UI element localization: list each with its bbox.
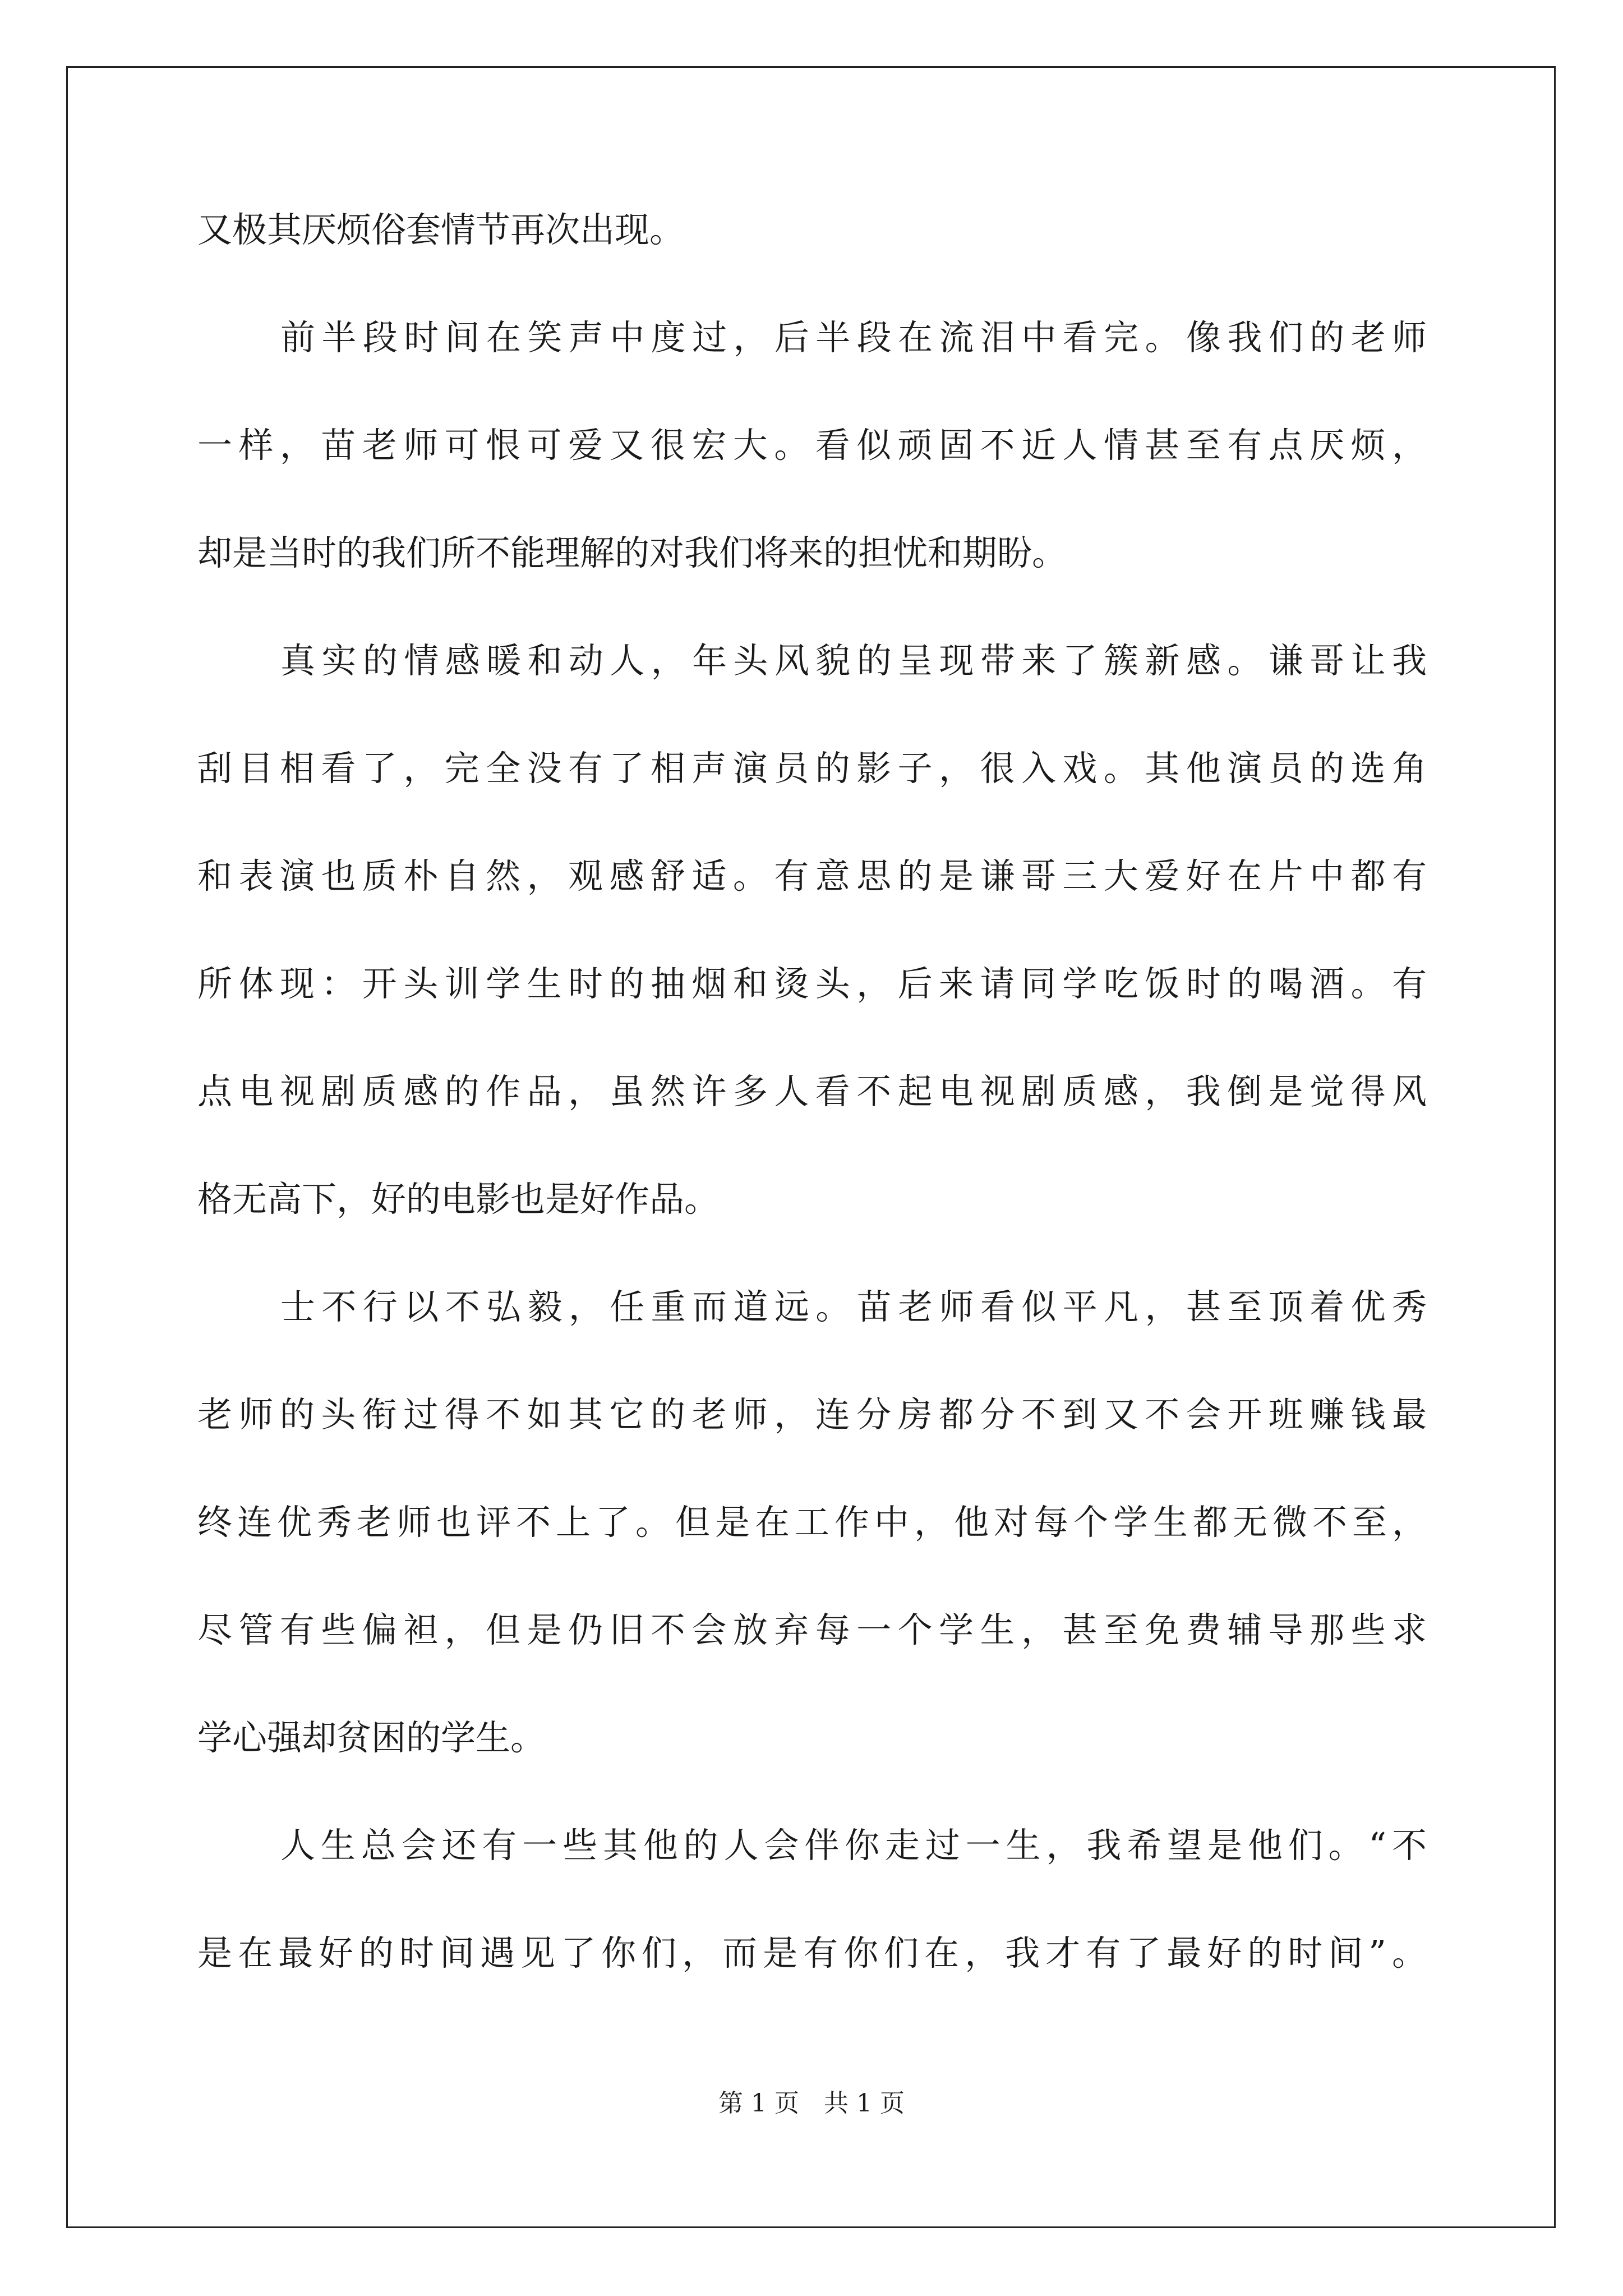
paragraph-first-line: 真实的情感暖和动人，年头风貌的呈现带来了簇新感。谦哥让我: [280, 640, 1427, 681]
text-line: 是在最好的时间遇见了你们，而是有你们在，我才有了最好的时间”。: [197, 1932, 1427, 1973]
paragraph-first-line: 前半段时间在笑声中度过，后半段在流泪中看完。像我们的老师: [280, 317, 1427, 358]
text-line: 学心强却贫困的学生。: [197, 1717, 546, 1758]
text-line: 却是当时的我们所不能理解的对我们将来的担忧和期盼。: [197, 532, 1067, 573]
text-line: 刮目相看了，完全没有了相声演员的影子，很入戏。其他演员的选角: [197, 748, 1427, 789]
paragraph-first-line: 人生总会还有一些其他的人会伴你走过一生，我希望是他们。“不: [280, 1825, 1427, 1866]
text-line: 尽管有些偏袒，但是仍旧不会放弃每一个学生，甚至免费辅导那些求: [197, 1609, 1427, 1650]
text-line: 所体现：开头训学生时的抽烟和烫头，后来请同学吃饭时的喝酒。有: [197, 963, 1427, 1004]
paragraph-first-line: 士不行以不弘毅，任重而道远。苗老师看似平凡，甚至顶着优秀: [280, 1286, 1427, 1327]
text-line: 点电视剧质感的作品，虽然许多人看不起电视剧质感，我倒是觉得风: [197, 1071, 1427, 1112]
text-line: 老师的头衔过得不如其它的老师，连分房都分不到又不会开班赚钱最: [197, 1394, 1427, 1435]
page-footer: [0, 2087, 1623, 2120]
page-number: 第 1 页 共 1 页: [718, 2089, 905, 2118]
text-line: 和表演也质朴自然，观感舒适。有意思的是谦哥三大爱好在片中都有: [197, 855, 1427, 896]
page-border: [66, 66, 1556, 2228]
text-line: 又极其厌烦俗套情节再次出现。: [197, 209, 685, 250]
text-line: 格无高下，好的电影也是好作品。: [197, 1179, 720, 1220]
text-line: 终连优秀老师也评不上了。但是在工作中，他对每个学生都无微不至，: [197, 1502, 1427, 1543]
text-line: 一样，苗老师可恨可爱又很宏大。看似顽固不近人情甚至有点厌烦，: [197, 425, 1427, 466]
